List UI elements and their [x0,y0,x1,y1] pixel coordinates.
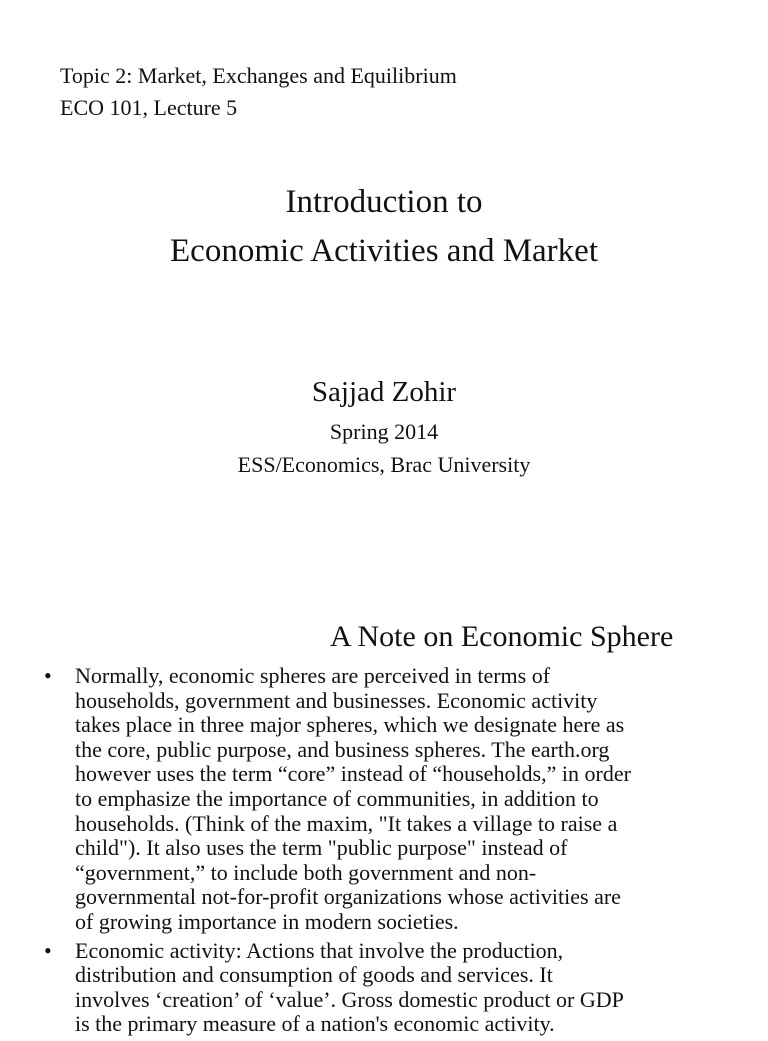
bullet-line: “government,” to include both government and non- [75,859,537,885]
slide-heading: A Note on Economic Sphere [330,620,674,653]
bullet-item [0,939,725,1037]
bullet-line: to emphasize the importance of communities, in addition to [75,785,599,811]
affiliation-label: ESS/Economics, Brac University [237,452,531,477]
bullet-line: takes place in three major spheres, which we designate here as [75,712,625,738]
bullet-line: Normally, economic spheres are perceived in terms of [75,663,551,688]
bullet-line: of growing importance in modern societies. [75,908,459,934]
bullet-icon: • [44,937,52,963]
title-line-1: Introduction to [285,184,483,220]
bullet-line: governmental not-for-profit organizations whose activities are [75,884,621,910]
author-name: Sajjad Zohir [311,376,457,408]
term-label: Spring 2014 [329,419,439,444]
bullet-line: households. (Think of the maxim, "It takes a village to raise a [75,810,618,836]
topic-label: Topic 2: Market, Exchanges and Equilibrium [60,63,457,88]
bullet-line: is the primary measure of a nation's economic activity. [75,1011,555,1037]
bullet-icon: • [44,663,52,688]
bullet-line: distribution and consumption of goods and services. It [75,962,553,988]
bullet-line: however uses the term “core” instead of “households,” in order [75,761,631,787]
bullet-item [0,664,725,935]
title-line-2: Economic Activities and Market [170,233,598,269]
bullet-list [0,664,768,1041]
bullet-line: child"). It also uses the term "public purpose" instead of [75,835,568,861]
bullet-line: Economic activity: Actions that involve the production, [75,937,564,963]
bullet-line: households, government and businesses. Economic activity [75,687,598,713]
bullet-line: involves ‘creation’ of ‘value’. Gross domestic product or GDP [75,986,624,1012]
bullet-line: the core, public purpose, and business spheres. The earth.org [75,736,610,762]
lecture-label: ECO 101, Lecture 5 [60,95,238,120]
